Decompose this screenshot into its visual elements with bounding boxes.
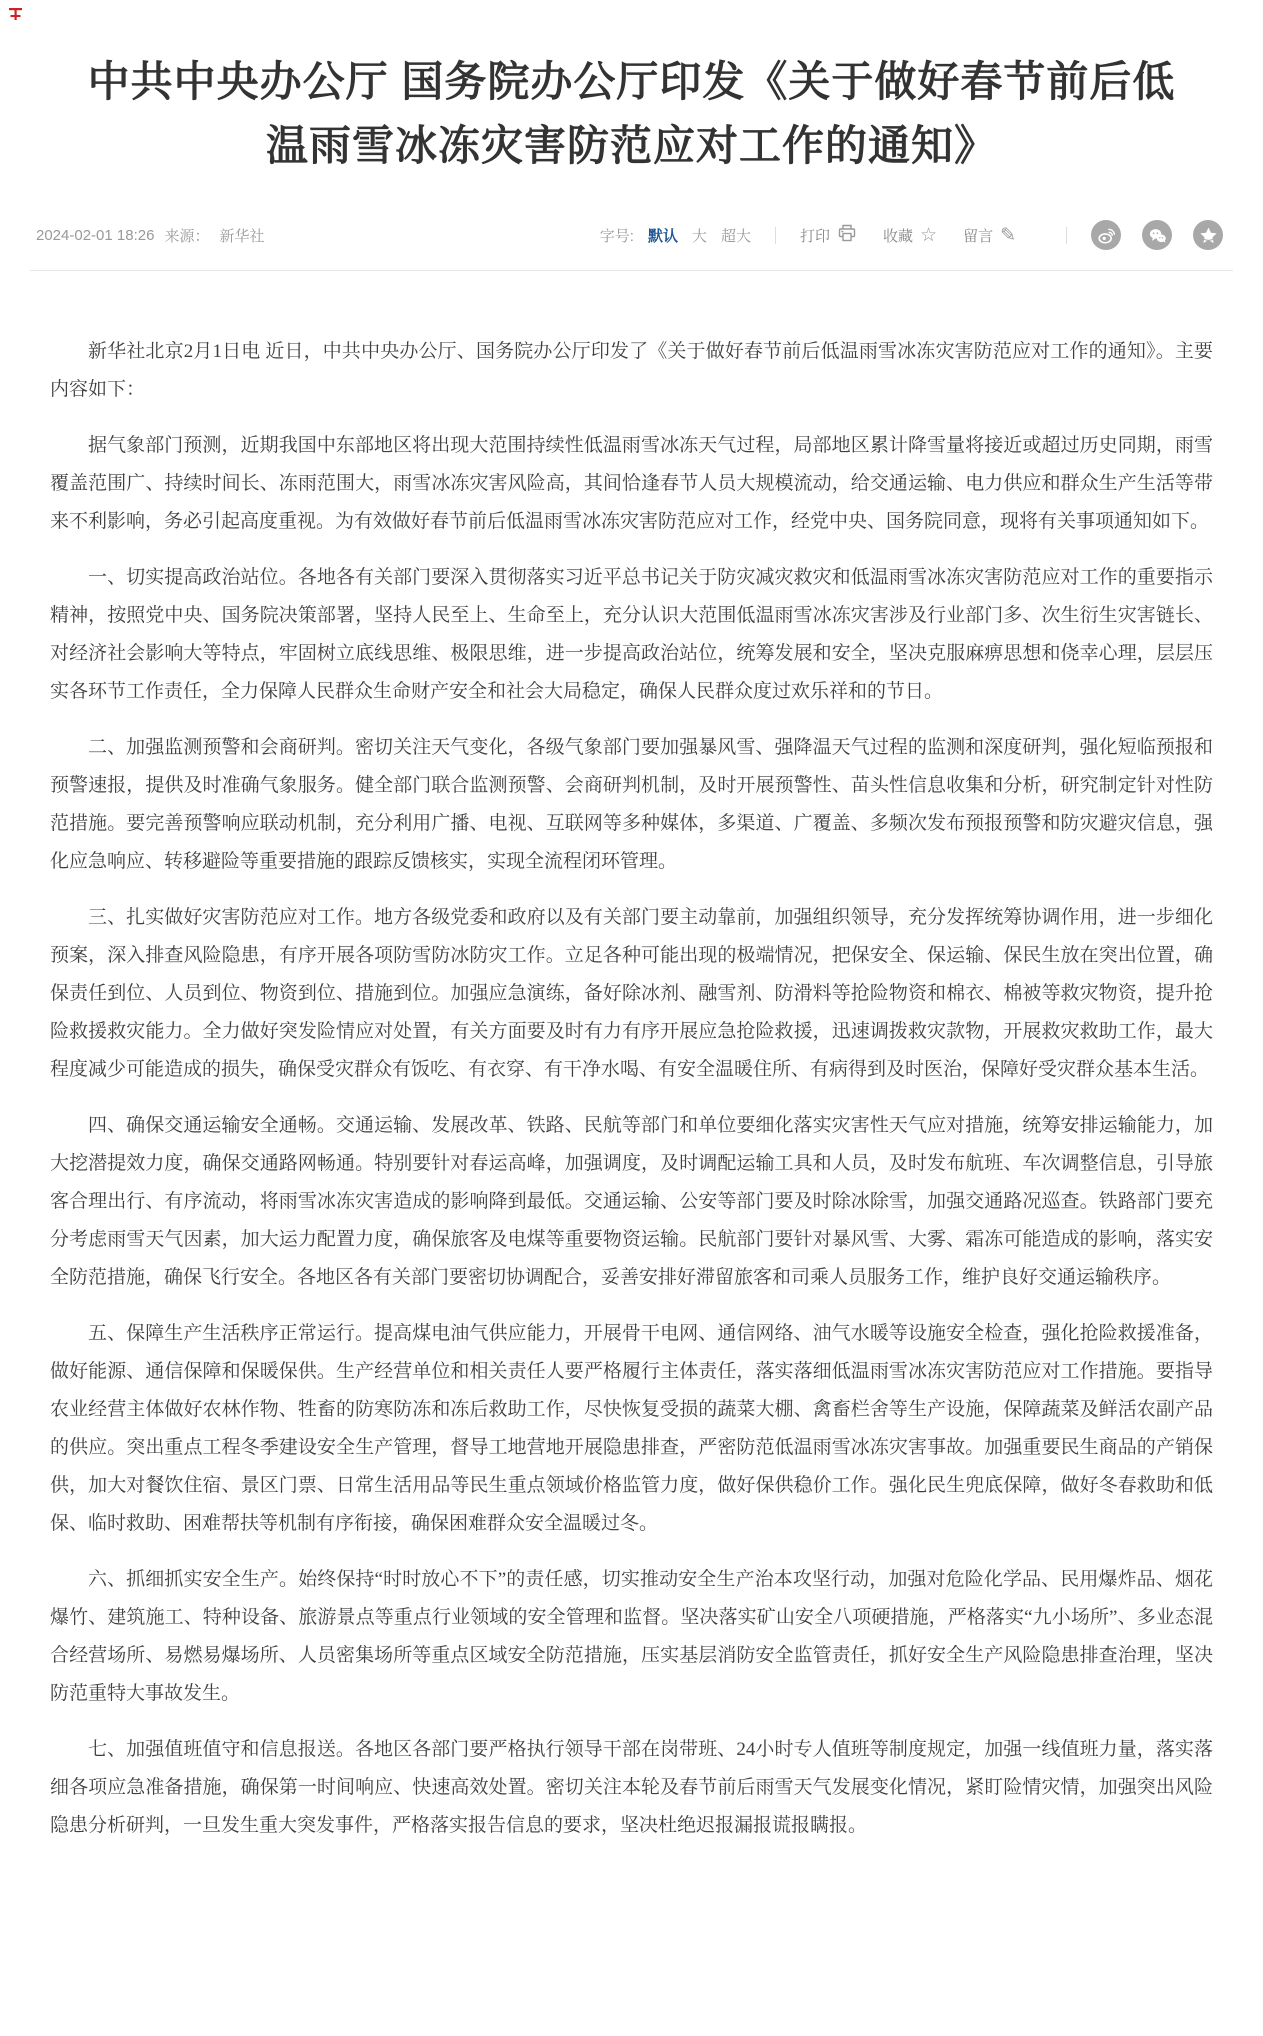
separator bbox=[775, 227, 776, 244]
print-button[interactable] bbox=[800, 224, 857, 246]
comment-button[interactable] bbox=[963, 225, 1016, 246]
font-size-label: 字号: bbox=[599, 227, 634, 245]
wechat-icon[interactable] bbox=[1142, 220, 1172, 250]
meta-right bbox=[600, 220, 1223, 250]
font-size-default[interactable]: 默认 bbox=[647, 227, 678, 245]
comment-label: 留言 bbox=[963, 227, 994, 245]
star-icon: ☆ bbox=[920, 224, 938, 246]
share-bar bbox=[1091, 220, 1223, 250]
weibo-icon[interactable] bbox=[1091, 220, 1121, 250]
separator bbox=[1066, 227, 1067, 244]
printer-icon bbox=[837, 224, 857, 246]
collect-button[interactable] bbox=[883, 225, 937, 246]
meta-bar bbox=[36, 220, 1223, 250]
paragraph: 六、抓细抓实安全生产。始终保持“时时放心不下”的责任感，切实推动安全生产治本攻坚行动，加强对危险化学品、民用爆炸品、烟花爆竹、建筑施工、特种设备、旅游景点等重点行业领域的安全管理和监督。坚决落实矿山安全八项硬措施，严格落实“九小场所”、多业态混合经营场所、易燃易爆场所、人员密集场所等重点区域安全防范措施，压实基层消防安全监管责任，抓好安全生产风险隐患排查治理，坚决防范重特大事故发生。 bbox=[50, 1569, 1213, 1704]
source-name: 新华社 bbox=[219, 227, 265, 245]
print-label: 打印 bbox=[799, 227, 830, 245]
publish-datetime: 2024-02-01 18:26 bbox=[36, 226, 155, 244]
paragraph: 五、保障生产生活秩序正常运行。提高煤电油气供应能力，开展骨干电网、通信网络、油气水暖等设施安全检查，强化抢险救援准备，做好能源、通信保障和保暖保供。生产经营单位和相关责任人要严格履行主体责任，落实落细低温雨雪冰冻灾害防范应对工作措施。要指导农业经营主体做好农林作物、牲畜的防寒防冻和冻后救助工作，尽快恢复受损的蔬菜大棚、禽畜栏舍等生产设施，保障蔬菜及鲜活农副产品的供应。突出重点工程冬季建设安全生产管理，督导工地营地开展隐患排查，严密防范低温雨雪冰冻灾害事故。加强重要民生商品的产销保供，加大对餐饮住宿、景区门票、日常生活用品等民生重点领域价格监管力度，做好保供稳价工作。强化民生兜底保障，做好冬春救助和低保、临时救助、困难帮扶等机制有序衔接，确保困难群众安全温暖过冬。 bbox=[50, 1323, 1213, 1534]
paragraph: 四、确保交通运输安全通畅。交通运输、发展改革、铁路、民航等部门和单位要细化落实灾害性天气应对措施，统筹安排运输能力，加大挖潜提效力度，确保交通路网畅通。特别要针对春运高峰，加强调度，及时调配运输工具和人员，及时发布航班、车次调整信息，引导旅客合理出行、有序流动，将雨雪冰冻灾害造成的影响降到最低。交通运输、公安等部门要及时除冰除雪，加强交通路况巡查。铁路部门要充分考虑雨雪天气因素，加大运力配置力度，确保旅客及电煤等重要物资运输。民航部门要针对暴风雪、大雾、霜冻可能造成的影响，落实安全防范措施，确保飞行安全。各地区各有关部门要密切协调配合，妥善安排好滞留旅客和司乘人员服务工作，维护良好交通运输秩序。 bbox=[50, 1115, 1213, 1288]
corner-red-mark bbox=[8, 6, 24, 27]
source-label: 来源： bbox=[164, 227, 210, 245]
paragraph: 三、扎实做好灾害防范应对工作。地方各级党委和政府以及有关部门要主动靠前，加强组织领导，充分发挥统筹协调作用，进一步细化预案，深入排查风险隐患，有序开展各项防雪防冰防灾工作。立足各种可能出现的极端情况，把保安全、保运输、保民生放在突出位置，确保责任到位、人员到位、物资到位、措施到位。加强应急演练，备好除冰剂、融雪剂、防滑料等抢险物资和棉衣、棉被等救灾物资，提升抢险救援救灾能力。全力做好突发险情应对处置，有关方面要及时有力有序开展应急抢险救援，迅速调拨救灾款物，开展救灾救助工作，最大程度减少可能造成的损失，确保受灾群众有饭吃、有衣穿、有干净水喝、有安全温暖住所、有病得到及时医治，保障好受灾群众基本生活。 bbox=[50, 907, 1213, 1080]
paragraph: 新华社北京2月1日电 近日，中共中央办公厅、国务院办公厅印发了《关于做好春节前后低温雨雪冰冻灾害防范应对工作的通知》。主要内容如下： bbox=[50, 341, 1213, 400]
font-size-xlarge[interactable]: 超大 bbox=[720, 227, 751, 245]
font-size-large[interactable]: 大 bbox=[691, 227, 707, 245]
qzone-icon[interactable] bbox=[1193, 220, 1223, 250]
paragraph: 一、切实提高政治站位。各地各有关部门要深入贯彻落实习近平总书记关于防灾减灾救灾和低温雨雪冰冻灾害防范应对工作的重要指示精神，按照党中央、国务院决策部署，坚持人民至上、生命至上，充分认识大范围低温雨雪冰冻灾害涉及行业部门多、次生衍生灾害链长、对经济社会影响大等特点，牢固树立底线思维、极限思维，进一步提高政治站位，统筹发展和安全，坚决克服麻痹思想和侥幸心理，层层压实各环节工作责任，全力保障人民群众生命财产安全和社会大局稳定，确保人民群众度过欢乐祥和的节日。 bbox=[50, 567, 1213, 702]
pencil-icon: ✎ bbox=[1000, 224, 1016, 246]
paragraph: 二、加强监测预警和会商研判。密切关注天气变化，各级气象部门要加强暴风雪、强降温天气过程的监测和深度研判，强化短临预报和预警速报，提供及时准确气象服务。健全部门联合监测预警、会商研判机制，及时开展预警性、苗头性信息收集和分析，研究制定针对性防范措施。要完善预警响应联动机制，充分利用广播、电视、互联网等多种媒体，多渠道、广覆盖、多频次发布预报预警和防灾避灾信息，强化应急响应、转移避险等重要措施的跟踪反馈核实，实现全流程闭环管理。 bbox=[50, 737, 1213, 872]
meta-left bbox=[36, 225, 274, 246]
article-body bbox=[0, 271, 1263, 1845]
page-title: 中共中央办公厅 国务院办公厅印发《关于做好春节前后低温雨雪冰冻灾害防范应对工作的通知》 bbox=[87, 58, 1176, 169]
collect-label: 收藏 bbox=[883, 227, 914, 245]
paragraph: 据气象部门预测，近期我国中东部地区将出现大范围持续性低温雨雪冰冻天气过程，局部地区累计降雪量将接近或超过历史同期，雨雪覆盖范围广、持续时间长、冻雨范围大，雨雪冰冻灾害风险高，其间恰逢春节人员大规模流动，给交通运输、电力供应和群众生产生活等带来不利影响，务必引起高度重视。为有效做好春节前后低温雨雪冰冻灾害防范应对工作，经党中央、国务院同意，现将有关事项通知如下。 bbox=[50, 435, 1213, 532]
paragraph: 七、加强值班值守和信息报送。各地区各部门要严格执行领导干部在岗带班、24小时专人值班等制度规定，加强一线值班力量，落实落细各项应急准备措施，确保第一时间响应、快速高效处置。密切关注本轮及春节前后雨雪天气发展变化情况，紧盯险情灾情，加强突出风险隐患分析研判，一旦发生重大突发事件，严格落实报告信息的要求，坚决杜绝迟报漏报谎报瞒报。 bbox=[50, 1739, 1213, 1836]
